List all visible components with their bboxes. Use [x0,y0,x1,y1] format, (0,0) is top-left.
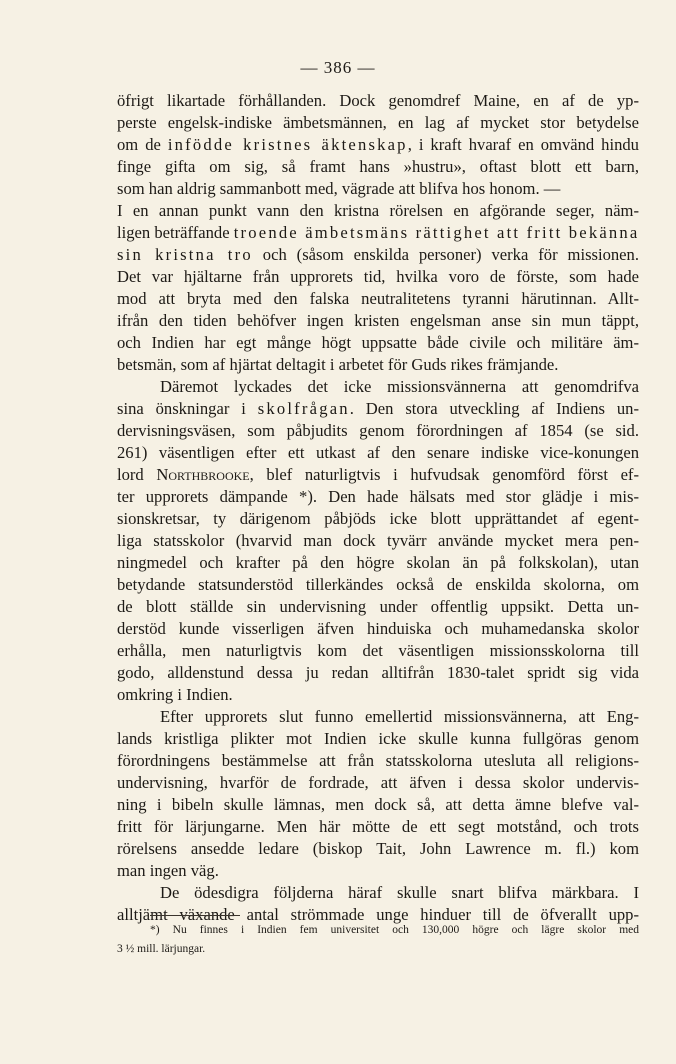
text-line [117,794,639,816]
text-run: de blott ställde sin undervisning under offentlig uppsikt. Detta un- [117,597,639,616]
text-line [117,288,639,310]
text-run: . Den stora utveckling af Indiens un- [349,399,639,418]
text-run: ifrån den tiden behöfver ingen kristen engelsman anse sin mun täppt, [117,311,639,330]
text-line [117,728,639,750]
text-line [117,684,639,706]
body-text [117,90,639,926]
spaced-emphasis: infödde kristnes äktenskap [167,135,408,154]
text-run: , i kraft hvaraf en omvänd hindu [407,135,639,154]
text-run: De ödesdigra följderna häraf skulle snart blifva märkbara. I [160,883,639,902]
text-run: om de [117,135,168,154]
text-run: I en annan punkt vann den kristna rörelsen en afgörande seger, näm- [117,201,639,220]
text-line [117,882,639,904]
text-line [117,486,639,508]
text-line [117,332,639,354]
footnote [117,921,639,959]
text-line [117,596,639,618]
text-run: och Indien har egt månge högt uppsatte både civile och militäre äm- [117,333,639,352]
footnote-line [117,940,639,959]
text-run: och (såsom enskilda personer) verka för missionen. [252,245,639,264]
text-run: undervisning, hvarför de fordrade, att äfven i dessa skolor undervis- [117,773,639,792]
text-run: Däremot lyckades det icke missionsvännerna att genomdrifva [160,377,639,396]
text-line [117,640,639,662]
text-run: sina önskningar i [117,399,258,418]
text-line [117,772,639,794]
text-run: , blef naturligtvis i hufvudsak genomförd först ef- [249,465,639,484]
text-line [117,90,639,112]
text-line [117,860,639,882]
spaced-emphasis: troende ämbetsmäns rättighet att fritt bekänna [233,223,640,242]
text-run: lord [117,465,157,484]
text-run: öfrigt likartade förhållanden. Dock genomdref Maine, en af de yp- [117,91,639,110]
spaced-emphasis: skolfrågan [257,399,350,418]
text-line [117,442,639,464]
text-line [117,222,639,244]
text-line [117,750,639,772]
text-line [117,464,639,486]
footnote-line [117,921,639,940]
text-line [117,706,639,728]
text-run: ningmedel och krafter på den högre skolan än på folkskolan), utan [117,553,639,572]
text-line [117,816,639,838]
text-run: Efter upprorets slut funno emellertid missionsvännerna, att Eng- [160,707,639,726]
text-run: perste engelsk-indiske ämbetsmännen, en lag af mycket stor betydelse [117,113,639,132]
text-line [117,618,639,640]
text-run: mod att bryta med den falska neutralitetens tyranni härutinnan. Allt- [117,289,639,308]
text-run: fritt för lärjungarne. Men här mötte de ett segt motstånd, och trots [117,817,639,836]
text-run: alltjämt växande antal strömmade unge hinduer till de öfverallt upp- [117,905,639,924]
text-line [117,178,639,200]
text-run: 261) väsentligen efter ett utkast af den senare indiske vice-konungen [117,443,639,462]
text-run: ter upprorets dämpande *). Den hade hälsats med stor glädje i mis- [117,487,639,506]
text-line [117,354,639,376]
text-run: finge gifta om sig, så framt hans »hustru», oftast blott ett barn, [117,157,639,176]
text-run: sionskretsar, ty därigenom påbjöds icke blott upprättandet af egent- [117,509,639,528]
text-line [117,244,639,266]
text-line [117,552,639,574]
text-line [117,134,639,156]
text-run: som han aldrig sammanbott med, vägrade att blifva hos honom. — [117,179,561,198]
text-run: betydande statsunderstöd tillerkändes också de enskilda skolorna, om [117,575,639,594]
text-line [117,156,639,178]
text-run: 3 ½ mill. lärjungar. [117,943,206,955]
text-line [117,112,639,134]
footnote-rule [150,915,240,916]
text-line [117,310,639,332]
text-run: Det var hjältarne från upprorets tid, hvilka voro de förste, som hade [117,267,639,286]
text-line [117,574,639,596]
small-caps-name: Northbrooke [156,465,250,484]
text-run: rörelsens ansedde ledare (biskop Tait, John Lawrence m. fl.) kom [117,839,639,858]
text-line [117,662,639,684]
text-run: liga statsskolor (hvarvid man dock tyvärr använde mycket mera pen- [117,531,639,550]
text-run: omkring i Indien. [117,685,233,704]
text-line [117,838,639,860]
page-number: — 386 — [300,58,376,77]
text-run: ning i bibeln skulle lämnas, men dock så, att detta ämne blefve val- [117,795,639,814]
text-run: ligen beträffande [117,223,234,242]
spaced-emphasis: sin kristna tro [117,245,253,264]
text-line [117,200,639,222]
text-run: man ingen väg. [117,861,219,880]
text-line [117,508,639,530]
text-run: betsmän, som af hjärtat deltagit i arbetet för Guds rikes främjande. [117,355,559,374]
text-line [117,420,639,442]
text-line [117,376,639,398]
text-run: förordningens bestämmelse att från statsskolorna utesluta all religions- [117,751,639,770]
text-line [117,266,639,288]
text-line [117,530,639,552]
text-run: erhålla, men naturligtvis kom det väsentligen missionsskolorna till [117,641,639,660]
text-run: godo, alldenstund dessa ju redan alltifrån 1830-talet spridt sig vida [117,663,639,682]
text-run: dervisningsväsen, som påbjudits genom förordningen af 1854 (se sid. [117,421,639,440]
text-line [117,398,639,420]
text-run: *) Nu finnes i Indien fem universitet och 130,000 högre och lägre skolor med [150,924,639,936]
text-run: lands kristliga plikter mot Indien icke skulle kunna fullgöras genom [117,729,639,748]
text-run: derstöd kunde visserligen äfven hinduiska och muhamedanska skolor [117,619,639,638]
